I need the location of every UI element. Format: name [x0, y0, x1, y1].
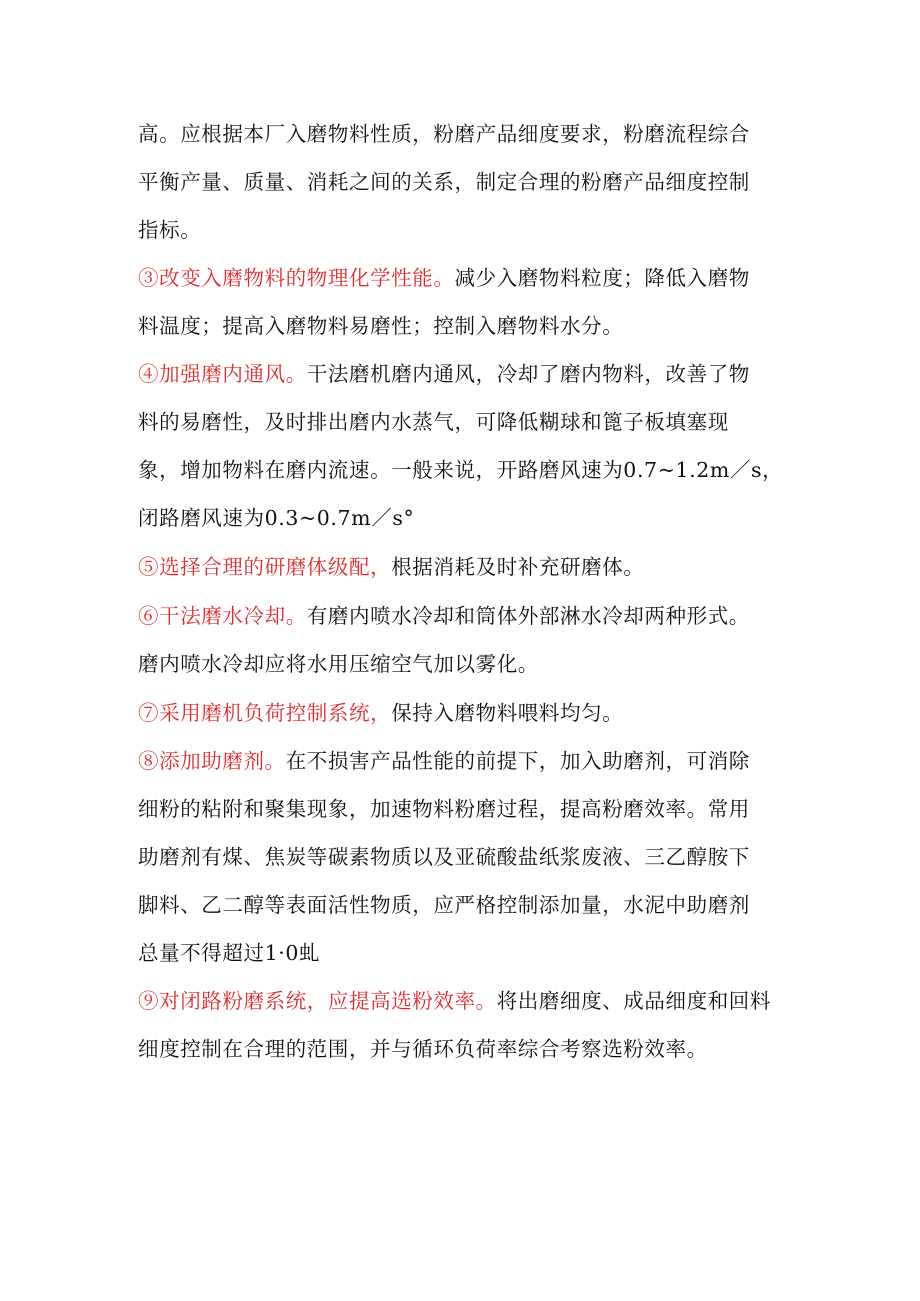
body-text: 保持入磨物料喂料均匀。 — [391, 701, 624, 725]
body-text: 指标。 — [138, 218, 202, 242]
red-heading: ⑤选择合理的研磨体级配， — [138, 555, 392, 579]
text-line — [138, 118, 750, 150]
red-heading: ⑨对闭路粉磨系统，应提高选粉效率。 — [138, 989, 497, 1013]
text-line — [138, 502, 414, 534]
text-line — [138, 166, 750, 198]
body-text: 闭路磨风速为0.3~0.7m／s° — [138, 506, 415, 530]
text-line — [138, 697, 623, 729]
body-text: 料温度；提高入磨物料易磨性；控制入磨物料水分。 — [138, 314, 624, 338]
body-text: 平衡产量、质量、消耗之间的关系，制定合理的粉磨产品细度控制 — [138, 170, 750, 194]
body-text: 根据消耗及时补充研磨体。 — [391, 555, 645, 579]
text-line — [138, 358, 750, 390]
text-line — [138, 985, 771, 1017]
body-text: 总量不得超过1·0虬 — [138, 941, 321, 965]
text-line — [138, 841, 750, 873]
body-text: 干法磨机磨内通风，冷却了磨内物料，改善了物 — [306, 362, 750, 386]
text-line — [138, 551, 644, 583]
body-text: 象，增加物料在磨内流速。一般来说，开路磨风速为0.7~1.2m／s， — [138, 458, 784, 482]
body-text: 助磨剂有煤、焦炭等碳素物质以及亚硫酸盐纸浆废液、三乙醇胺下 — [138, 845, 750, 869]
text-line — [138, 262, 750, 294]
text-line — [138, 406, 729, 438]
body-text: 磨内喷水冷却应将水用压缩空气加以雾化。 — [138, 652, 539, 676]
red-heading: ⑥干法磨水冷却。 — [138, 604, 307, 628]
body-text: 在不损害产品性能的前提下，加入助磨剂，可消除 — [285, 749, 750, 773]
text-line — [138, 1033, 708, 1065]
text-line — [138, 648, 539, 680]
text-line — [138, 937, 320, 969]
body-text: 将出磨细度、成品细度和回料 — [496, 989, 772, 1013]
body-text: 料的易磨性，及时排出磨内水蒸气，可降低糊球和篦子板填塞现 — [138, 410, 729, 434]
body-text: 有磨内喷水冷却和筒体外部淋水冷却两种形式。 — [306, 604, 750, 628]
text-line — [138, 889, 750, 921]
text-line — [138, 745, 750, 777]
body-text: 细度控制在合理的范围，并与循环负荷率综合考察选粉效率。 — [138, 1037, 708, 1061]
text-line — [138, 310, 623, 342]
red-heading: ⑧添加助磨剂。 — [138, 749, 286, 773]
body-text: 细粉的粘附和聚集现象，加速物料粉磨过程，提高粉磨效率。常用 — [138, 797, 750, 821]
red-heading: ④加强磨内通风。 — [138, 362, 307, 386]
text-line — [138, 600, 750, 632]
text-line — [138, 454, 783, 486]
red-heading: ③改变入磨物料的物理化学性能。 — [138, 266, 455, 290]
body-text: 减少入磨物料粒度；降低入磨物 — [454, 266, 750, 290]
body-text: 高。应根据本厂入磨物料性质，粉磨产品细度要求，粉磨流程综合 — [138, 122, 750, 146]
text-line — [138, 793, 750, 825]
body-text: 脚料、乙二醇等表面活性物质，应严格控制添加量，水泥中助磨剂 — [138, 893, 750, 917]
red-heading: ⑦采用磨机负荷控制系统， — [138, 701, 392, 725]
text-line — [138, 214, 201, 246]
